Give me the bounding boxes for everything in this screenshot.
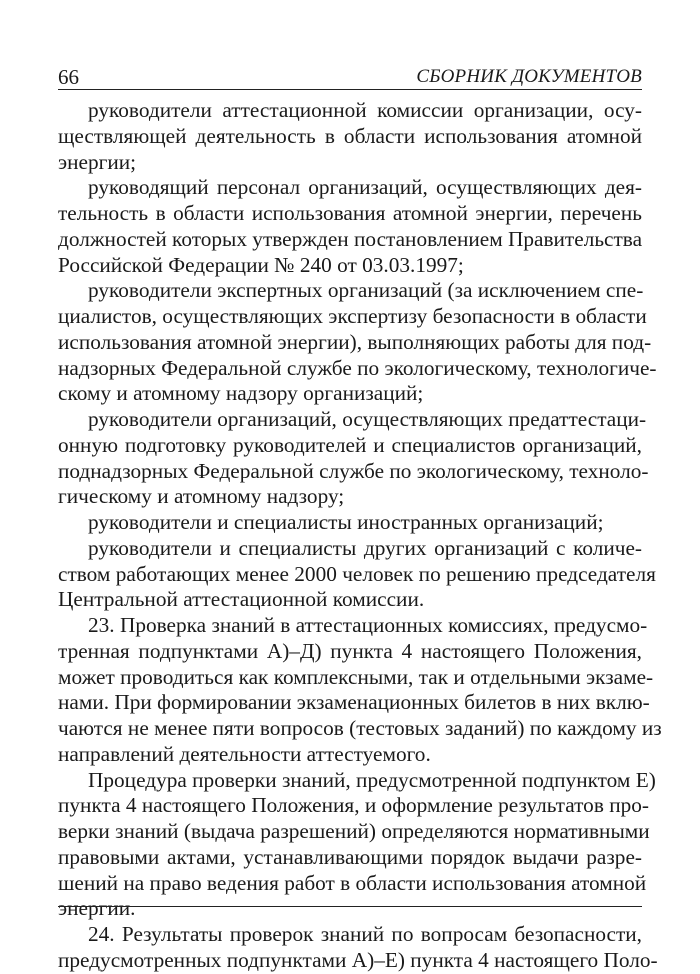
text-line: направлений деятельности аттестуемого. (58, 741, 431, 766)
text-line: нами. При формировании экзаменационных билетов в них вклю- (58, 690, 650, 715)
paragraph-clause-24 (58, 922, 658, 974)
text-line: надзорных Федеральной службе по экологическому, технологиче- (58, 355, 657, 380)
text-line: руководящий персонал организаций, осуществляющих дея- (88, 175, 642, 200)
text-line: ством работающих менее 2000 человек по решению председателя (58, 561, 656, 586)
text-line: энергии. (58, 896, 136, 921)
text-line: пункта 4 настоящего Положения, и оформление результатов про- (58, 793, 649, 818)
text-line: правовыми актами, устанавливающими порядок выдачи разре- (58, 844, 642, 869)
footer-rule (58, 906, 642, 907)
text-line: может проводиться как комплексными, так и отдельными экзаме- (58, 664, 654, 689)
paragraph-expert-organizations (58, 278, 657, 407)
paragraph-foreign-organizations (58, 510, 642, 536)
body-text (58, 98, 662, 974)
text-line: онную подготовку руководителей и специалистов организаций, (58, 432, 642, 457)
text-line: ществляющей деятельность в области использования атомной (58, 123, 642, 148)
text-line: Российской Федерации № 240 от 03.03.1997; (58, 252, 464, 277)
paragraph-managing-personnel (58, 175, 642, 278)
text-line: 23. Проверка знаний в аттестационных комиссиях, предусмо- (88, 613, 648, 637)
paragraph-attestation-commission-heads (58, 98, 642, 175)
running-header (58, 64, 642, 90)
text-line: Центральной аттестационной комиссии. (58, 587, 425, 612)
text-line: шений на право ведения работ в области использования атомной (58, 870, 647, 895)
text-line: должностей которых утвержден постановлением Правительства (58, 226, 643, 251)
collection-title: СБОРНИК ДОКУМЕНТОВ (416, 66, 642, 87)
text-line: 24. Результаты проверок знаний по вопросам безопасности, (88, 922, 642, 946)
text-line: тельность в области использования атомной энергии, перечень (58, 201, 642, 225)
text-line: Процедура проверки знаний, предусмотренной подпунктом Е) (88, 767, 656, 792)
paragraph-pre-attestation-training (58, 407, 649, 510)
page-number: 66 (58, 65, 79, 89)
text-line: энергии; (58, 149, 137, 174)
text-line: гическому и атомному надзору; (58, 484, 345, 509)
text-line: поднадзорных Федеральной службе по экологическому, техноло- (58, 458, 649, 483)
text-line: руководители организаций, осуществляющих предаттестаци- (88, 407, 647, 431)
text-line: руководители экспертных организаций (за исключением спе- (88, 278, 644, 303)
text-line: использования атомной энергии), выполняющих работы для под- (58, 329, 652, 354)
text-line: верки знаний (выдача разрешений) определяются нормативными (58, 819, 650, 843)
text-line: циалистов, осуществляющих экспертизу безопасности в области (58, 304, 647, 328)
text-line: тренная подпунктами А)–Д) пункта 4 настоящего Положения, (58, 638, 642, 663)
paragraph-procedure-subclause-e (58, 767, 656, 923)
paragraph-clause-23 (58, 613, 662, 768)
text-line: предусмотренных подпунктами А)–Е) пункта 4 настоящего Поло- (58, 947, 658, 972)
text-line: руководители и специалисты иностранных организаций; (88, 510, 604, 534)
paragraph-small-organizations (58, 535, 656, 613)
text-line: скому и атомному надзору организаций; (58, 381, 424, 406)
text-line: чаются не менее пяти вопросов (тестовых заданий) по каждому из (58, 716, 662, 740)
text-line: руководители и специалисты других организаций с количе- (88, 535, 642, 560)
document-page (58, 64, 662, 974)
text-line: руководители аттестационной комиссии организации, осу- (88, 98, 642, 122)
